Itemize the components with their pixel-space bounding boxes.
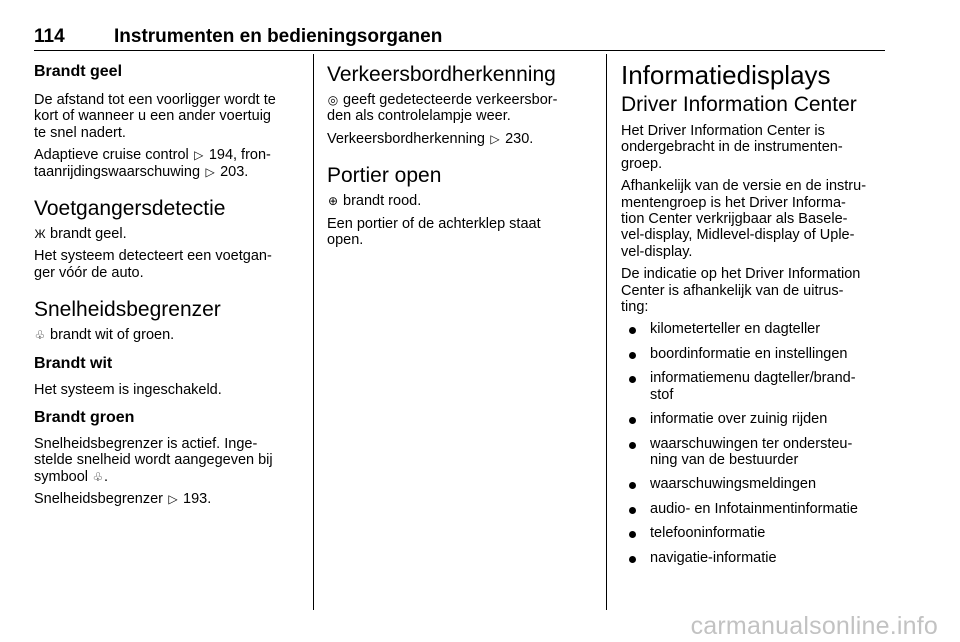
- status-line: [34, 327, 306, 343]
- text-line: groep.: [621, 155, 663, 172]
- status-line: [34, 226, 306, 242]
- link-text: Adaptieve cruise control: [34, 147, 189, 164]
- section-subtitle: Driver Information Center: [621, 93, 857, 116]
- text-line: Center is afhankelijk van de uitrus-: [621, 282, 844, 299]
- column-1: [34, 62, 306, 514]
- list-text: stof: [650, 386, 674, 403]
- portier-open-heading: Portier open: [327, 164, 442, 188]
- paragraph: [621, 266, 885, 315]
- bullet-icon: [629, 482, 636, 489]
- list-text: kilometerteller en dagteller: [650, 321, 821, 338]
- text-line: Afhankelijk van de versie en de instru-: [621, 178, 867, 195]
- brandt-groen-heading: Brandt groen: [34, 409, 135, 427]
- brandt-wit-heading: Brandt wit: [34, 354, 113, 372]
- list-text: audio- en Infotainmentinformatie: [650, 500, 858, 517]
- verkeersbordherkenning-heading: Verkeersbordherkenning: [327, 63, 556, 86]
- text-line: stelde snelheid wordt aangegeven bij: [34, 452, 273, 469]
- list-text: telefooninformatie: [650, 525, 766, 542]
- bullet-icon: [629, 442, 636, 449]
- text-line: Het Driver Information Center is: [621, 123, 825, 139]
- list-item: [621, 501, 885, 517]
- list-item: [621, 411, 885, 427]
- text-line: te snel nadert.: [34, 124, 126, 141]
- status-line: [327, 193, 599, 209]
- traffic-sign-icon: ◎: [327, 93, 339, 107]
- paragraph: [621, 178, 885, 260]
- status-text: brandt rood.: [343, 193, 422, 210]
- paragraph: [327, 92, 599, 125]
- text-line: open.: [327, 232, 364, 249]
- list-text: ning van de bestuurder: [650, 451, 799, 468]
- list-text: informatie over zuinig rijden: [650, 411, 828, 428]
- paragraph: [621, 123, 885, 172]
- text-line: De indicatie op het Driver Information: [621, 266, 861, 283]
- paragraph: [34, 436, 306, 485]
- list-text: waarschuwingen ter ondersteu-: [650, 435, 853, 452]
- pedestrian-icon: Ж: [34, 227, 46, 242]
- paragraph: [34, 147, 306, 180]
- bullet-icon: [629, 507, 636, 514]
- paragraph: [34, 92, 306, 141]
- list-item: [621, 525, 885, 541]
- status-text: brandt geel.: [50, 226, 127, 243]
- door-open-icon: ⊕: [327, 194, 339, 209]
- page-reference[interactable]: 193.: [183, 491, 212, 508]
- text-line: mentengroep is het Driver Informa-: [621, 194, 846, 211]
- text-line: tion Center verkrijgbaar als Basele-: [621, 211, 848, 228]
- bullet-icon: [629, 556, 636, 563]
- status-text: brandt wit of groen.: [50, 327, 175, 344]
- text-line: [34, 469, 306, 485]
- paragraph: [34, 248, 306, 281]
- text-line: [327, 92, 599, 108]
- list-text: waarschuwingsmeldingen: [650, 476, 817, 493]
- speed-limiter-icon: ♧: [34, 328, 46, 343]
- bullet-icon: [629, 417, 636, 424]
- column-3: [621, 60, 885, 574]
- bullet-icon: [629, 376, 636, 383]
- page-title: Informatiedisplays: [621, 60, 831, 90]
- text-fragment: .: [104, 468, 109, 485]
- text-line: Het systeem detecteert een voetgan-: [34, 248, 272, 265]
- text-line: vel-display.: [621, 243, 693, 260]
- page-reference-icon: ▷: [490, 131, 500, 146]
- voetgangersdetectie-heading: Voetgangersdetectie: [34, 197, 226, 221]
- page-reference-icon: ▷: [168, 492, 178, 507]
- paragraph: [327, 216, 599, 249]
- paragraph: [34, 491, 306, 507]
- list-item: [621, 321, 885, 337]
- page-reference-icon: ▷: [205, 164, 215, 179]
- list-text: informatiemenu dagteller/brand-: [650, 370, 856, 387]
- page-header: [34, 26, 885, 48]
- text-fragment: symbool: [34, 468, 88, 485]
- list-item: [621, 436, 885, 469]
- list-item: [621, 476, 885, 492]
- link-text: Verkeersbordherkenning: [327, 130, 485, 147]
- snelheidsbegrenzer-heading: Snelheidsbegrenzer: [34, 298, 221, 322]
- brandt-geel-heading: Brandt geel: [34, 63, 123, 80]
- text-line: vel-display, Midlevel-display of Uple-: [621, 227, 855, 244]
- list-text: boordinformatie en instellingen: [650, 345, 848, 362]
- paragraph: [327, 131, 599, 147]
- text-line: Een portier of de achterklep staat: [327, 215, 541, 232]
- speed-limiter-icon: ♧: [92, 469, 104, 484]
- section-title: Instrumenten en bedieningsorganen: [114, 26, 443, 47]
- list-text: navigatie-informatie: [650, 549, 777, 566]
- page-reference[interactable]: 203.: [220, 163, 249, 180]
- text-line: De afstand tot een voorligger wordt te: [34, 92, 276, 108]
- watermark: carmanualsonline.info: [690, 612, 938, 640]
- page-reference-icon: ▷: [194, 148, 204, 163]
- feature-list: [621, 321, 885, 565]
- text-line: Snelheidsbegrenzer is actief. Inge-: [34, 436, 258, 453]
- text-line: kort of wanneer u een ander voertuig: [34, 108, 271, 125]
- column-divider-1: [313, 54, 314, 610]
- page-number: 114: [34, 26, 65, 47]
- column-divider-2: [606, 54, 607, 610]
- text-line: ting:: [621, 299, 649, 316]
- text-line: [34, 147, 306, 163]
- page-reference[interactable]: 194, fron-: [208, 147, 271, 164]
- text-line: ger vóór de auto.: [34, 264, 144, 281]
- header-rule: [34, 50, 885, 51]
- list-item: [621, 346, 885, 362]
- page-reference[interactable]: 230.: [505, 130, 534, 147]
- column-2: [327, 62, 599, 254]
- bullet-icon: [629, 531, 636, 538]
- list-item: [621, 370, 885, 403]
- link-text: Snelheidsbegrenzer: [34, 491, 163, 508]
- bullet-icon: [629, 327, 636, 334]
- bullet-icon: [629, 352, 636, 359]
- list-item: [621, 550, 885, 566]
- text-line: ondergebracht in de instrumenten-: [621, 139, 843, 156]
- text-fragment: geeft gedetecteerde verkeersbor-: [343, 92, 558, 108]
- text-line: den als controlelampje weer.: [327, 108, 511, 125]
- link-text: taanrijdingswaarschuwing: [34, 163, 201, 180]
- paragraph: Het systeem is ingeschakeld.: [34, 381, 222, 398]
- text-line: [34, 164, 306, 180]
